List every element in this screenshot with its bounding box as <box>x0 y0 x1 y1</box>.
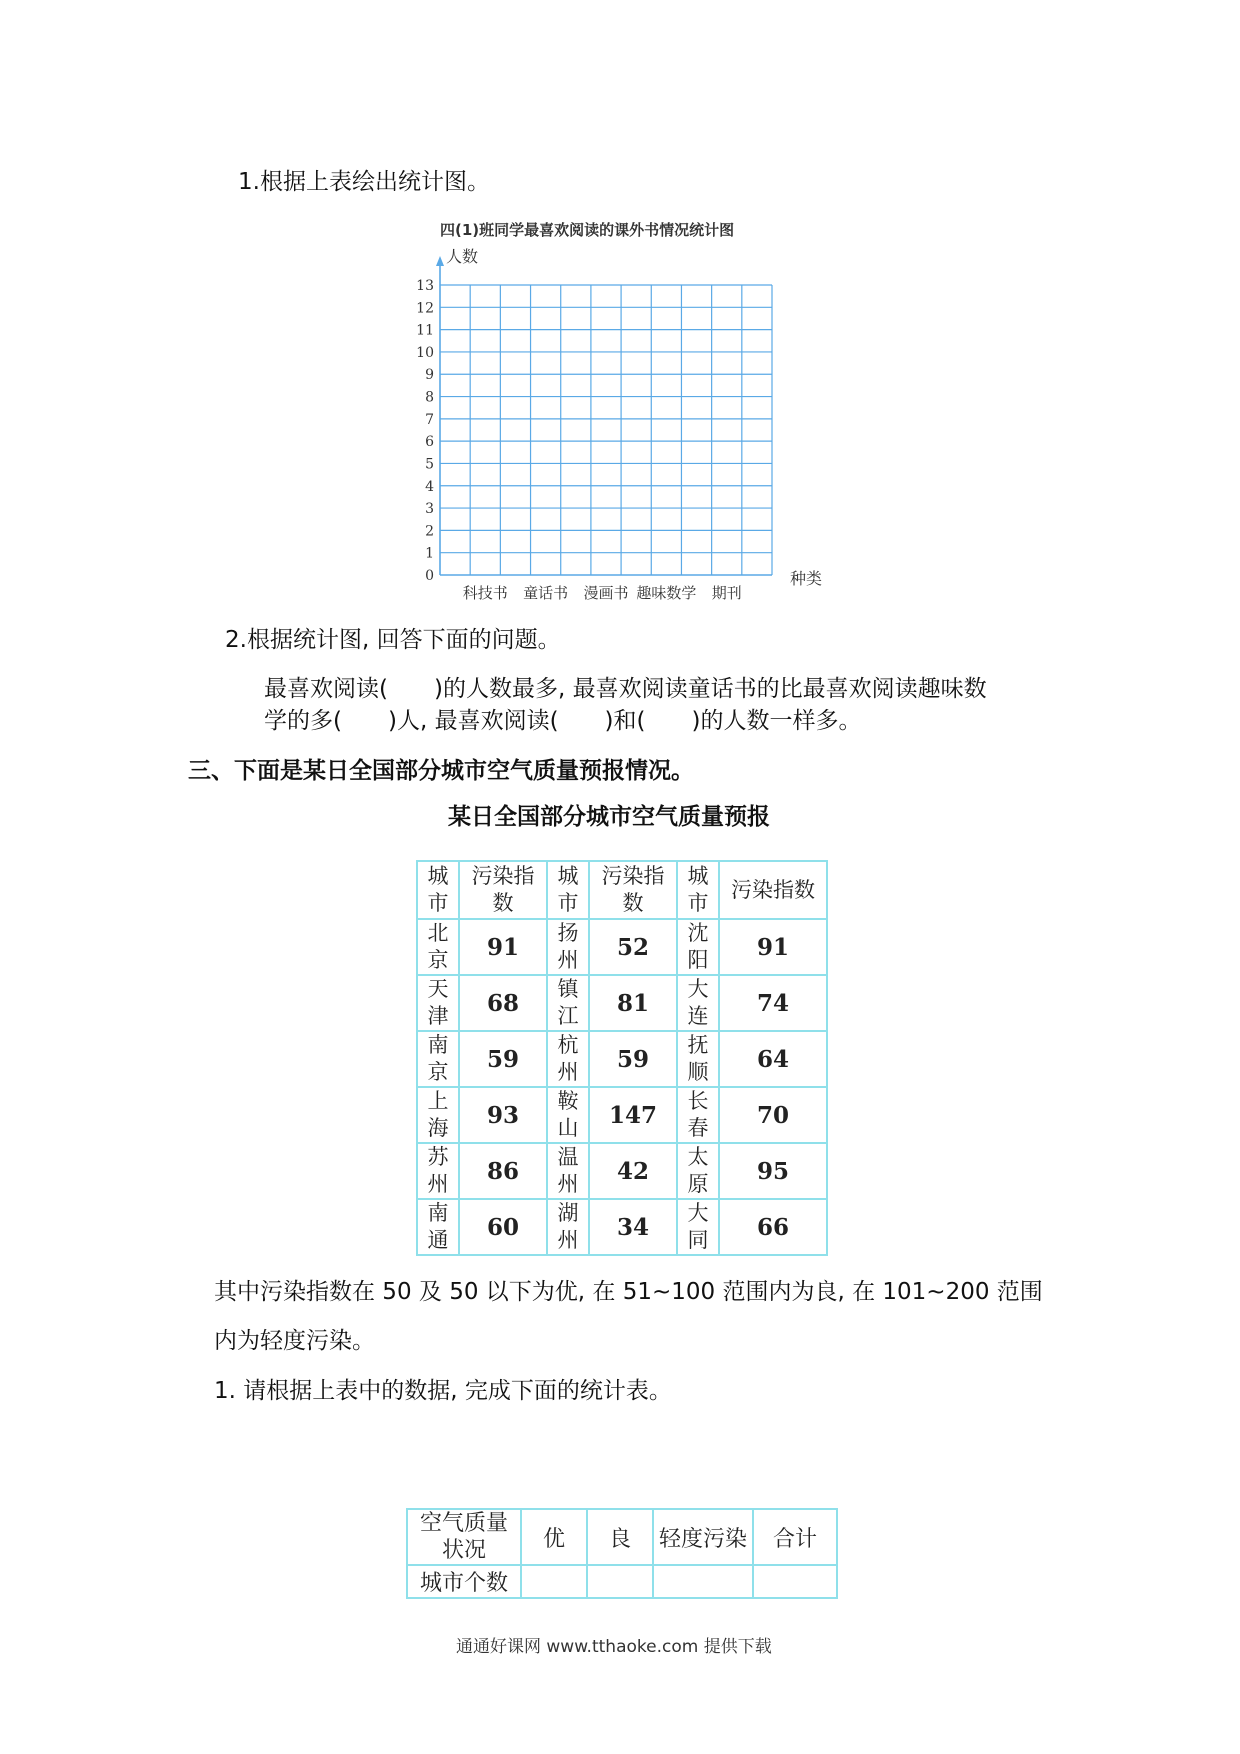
chart-grid <box>436 256 772 575</box>
criteria-note-line-1: 其中污染指数在 50 及 50 以下为优, 在 51~100 范围内为良, 在 101~200 范围 <box>214 1279 1043 1305</box>
city-name: 太 原 <box>687 1145 709 1196</box>
pollution-index: 81 <box>616 989 649 1017</box>
city-name: 大 连 <box>687 977 709 1028</box>
city-name: 南 京 <box>427 1033 449 1084</box>
air-quality-summary-table <box>406 1508 838 1599</box>
header-index: 污染指 数 <box>459 861 547 919</box>
table-row <box>417 1199 827 1255</box>
question-2-heading: 2.根据统计图, 回答下面的问题。 <box>225 627 561 653</box>
pollution-index: 66 <box>756 1213 789 1241</box>
header-city: 城 市 <box>417 861 459 919</box>
header-light-pollution: 轻度污染 <box>653 1509 753 1565</box>
y-tick-label: 5 <box>425 456 434 473</box>
table-row <box>417 919 827 975</box>
city-name: 杭 州 <box>557 1033 579 1084</box>
pollution-index: 59 <box>486 1045 519 1073</box>
pollution-index: 70 <box>756 1101 789 1129</box>
answer-cell[interactable] <box>753 1565 837 1598</box>
header-total: 合计 <box>753 1509 837 1565</box>
answer-cell[interactable] <box>653 1565 753 1598</box>
pollution-index: 42 <box>616 1157 649 1185</box>
header-excellent: 优 <box>521 1509 587 1565</box>
y-tick-label: 0 <box>425 568 434 584</box>
city-name: 镇 江 <box>557 977 579 1028</box>
table-row <box>417 1143 827 1199</box>
city-name: 湖 州 <box>557 1201 579 1252</box>
y-tick-label: 13 <box>416 278 434 294</box>
pollution-index: 147 <box>608 1101 657 1129</box>
x-axis-categories <box>463 584 742 602</box>
city-name: 鞍 山 <box>557 1089 579 1140</box>
pollution-index: 93 <box>486 1101 519 1129</box>
y-axis-ticks <box>416 278 434 584</box>
table-row <box>417 975 827 1031</box>
header-index: 污染指数 <box>719 861 827 919</box>
air-quality-table <box>416 860 828 1256</box>
pollution-index: 91 <box>486 933 519 961</box>
question-1-draw-chart: 1.根据上表绘出统计图。 <box>238 169 490 195</box>
y-tick-label: 12 <box>416 300 434 317</box>
y-tick-label: 6 <box>425 434 434 451</box>
section-3-heading: 三、下面是某日全国部分城市空气质量预报情况。 <box>188 758 694 784</box>
y-tick-label: 7 <box>425 411 434 428</box>
header-good: 良 <box>587 1509 653 1565</box>
answer-cell[interactable] <box>587 1565 653 1598</box>
table-row <box>417 1031 827 1087</box>
y-tick-label: 8 <box>425 389 434 406</box>
pollution-index: 64 <box>756 1045 789 1073</box>
y-tick-label: 4 <box>425 478 434 495</box>
chart-title: 四(1)班同学最喜欢阅读的课外书情况统计图 <box>440 221 735 239</box>
city-name: 沈 阳 <box>687 921 709 972</box>
pollution-index: 86 <box>486 1157 519 1185</box>
city-name: 扬 州 <box>557 921 579 972</box>
reading-statistics-chart <box>400 210 840 610</box>
question-2-line-1: 最喜欢阅读( )的人数最多, 最喜欢阅读童话书的比最喜欢阅读趣味数 <box>264 676 987 702</box>
criteria-note-line-2: 内为轻度污染。 <box>214 1328 375 1354</box>
city-name: 大 同 <box>687 1201 709 1252</box>
y-tick-label: 9 <box>425 367 434 384</box>
row-label-city-count: 城市个数 <box>407 1565 521 1598</box>
x-category-label: 漫画书 <box>583 584 629 602</box>
pollution-index: 74 <box>756 989 789 1017</box>
pollution-index: 60 <box>486 1213 519 1241</box>
answer-cell[interactable] <box>521 1565 587 1598</box>
pollution-index: 68 <box>486 989 519 1017</box>
question-2-line-2: 学的多( )人, 最喜欢阅读( )和( )的人数一样多。 <box>264 708 862 734</box>
x-category-label: 童话书 <box>523 584 569 602</box>
y-axis-arrow-icon <box>436 256 444 266</box>
city-name: 抚 顺 <box>687 1033 709 1084</box>
city-name: 上 海 <box>427 1089 449 1140</box>
question-complete-table: 1. 请根据上表中的数据, 完成下面的统计表。 <box>214 1378 672 1404</box>
city-name: 天 津 <box>427 977 449 1028</box>
pollution-index: 59 <box>616 1045 649 1073</box>
city-name: 长 春 <box>687 1089 709 1140</box>
city-name: 南 通 <box>427 1201 449 1252</box>
pollution-index: 34 <box>616 1213 649 1241</box>
city-name: 苏 州 <box>427 1145 449 1196</box>
pollution-index: 91 <box>756 933 789 961</box>
y-tick-label: 10 <box>416 344 434 361</box>
y-axis-label: 人数 <box>446 247 479 266</box>
y-tick-label: 1 <box>425 545 434 562</box>
y-tick-label: 2 <box>425 523 434 540</box>
x-category-label: 科技书 <box>462 584 508 602</box>
y-tick-label: 3 <box>425 501 434 518</box>
header-city: 城 市 <box>677 861 719 919</box>
header-city: 城 市 <box>547 861 589 919</box>
header-air-quality: 空气质量 状况 <box>407 1509 521 1565</box>
x-category-label: 趣味数学 <box>636 584 697 602</box>
x-axis-label: 种类 <box>790 569 823 588</box>
x-category-label: 期刊 <box>711 584 742 602</box>
pollution-index: 95 <box>756 1157 789 1185</box>
footer-text: 通通好课网 www.tthaoke.com 提供下载 <box>456 1637 772 1657</box>
y-tick-label: 11 <box>416 322 434 339</box>
pollution-index: 52 <box>616 933 649 961</box>
table-row <box>417 1087 827 1143</box>
header-index: 污染指 数 <box>589 861 677 919</box>
city-name: 温 州 <box>557 1145 579 1196</box>
air-quality-table-title: 某日全国部分城市空气质量预报 <box>448 804 770 830</box>
city-name: 北 京 <box>427 921 449 972</box>
